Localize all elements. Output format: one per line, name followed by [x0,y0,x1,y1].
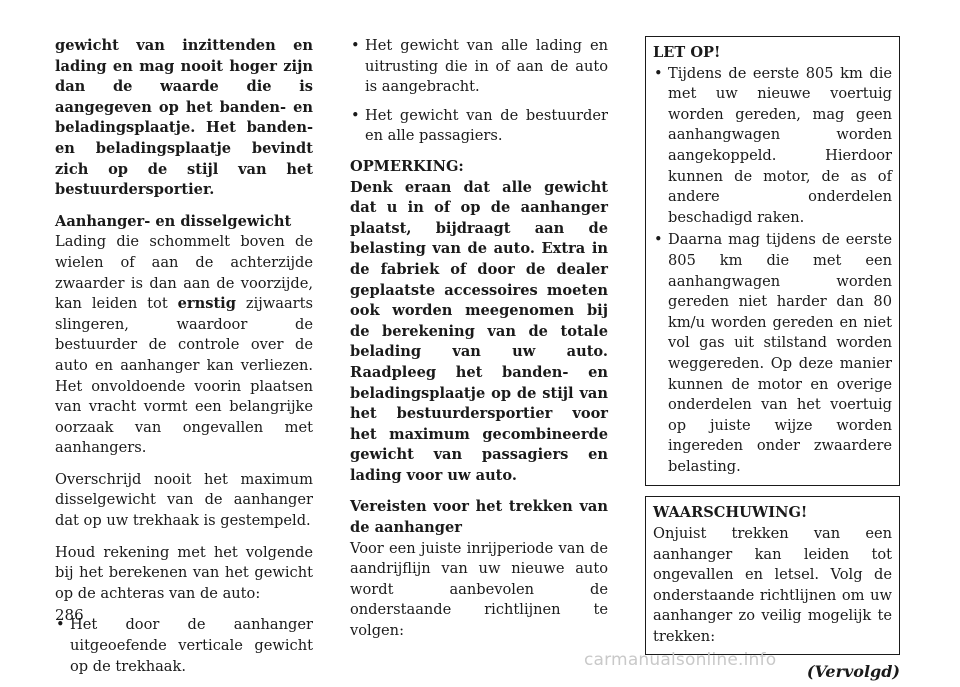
paragraph-load-sway-start: Lading die schommelt boven de wielen of aan de achterzijde zwaarder is dan aan de voorzijde, kan leiden tot [55,233,313,313]
list-item: • Het gewicht van alle lading en uitrusting die in of aan de auto is aangebracht. [350,36,608,98]
warning-title: WAARSCHUWING! [653,504,808,522]
note-title: OPMERKING: [350,157,464,175]
column-middle [350,36,608,653]
list-item: • Het door de aanhanger uitgeoefende verticale gewicht op de trekhaak. [55,615,313,677]
note-text: Denk eraan dat alle gewicht dat u in of op de aanhanger plaatst, bijdraagt aan de belasting van de auto. Extra in de fabriek of door de dealer geplaatste accessoires moeten ook worden meegenomen bij de berekening van de totale belading van uw auto. Raadpleeg het banden- en beladingsplaatje op de stijl van het bestuurdersportier voor het maximum gecombineerde gewicht van passagiers en lading voor uw auto. [350,178,608,484]
section-heading-towing-requirements: Vereisten voor het trekken van de aanhanger [350,498,608,537]
watermark: carmanualsonline.info [584,650,777,670]
list-item: • Tijdens de eerste 805 km die met uw nieuwe voertuig worden gereden, mag geen aanhangwagen worden aangekoppeld. Hierdoor kunnen de motor, de as of andere onderdelen beschadigd raken. [653,64,892,229]
emphasis-ernstig: ernstig [177,295,236,313]
caution-list [653,64,892,478]
paragraph-break-in: Voor een juiste inrijperiode van de aandrijflijn van uw nieuwe auto wordt aanbevolen de onderstaande richtlijnen te volgen: [350,539,608,640]
paragraph-rear-axle: Houd rekening met het volgende bij het berekenen van het gewicht op de achteras van de auto: [55,543,313,602]
paragraph-load-sway-end: zijwaarts slingeren, waardoor de bestuurder de controle over de auto en aanhanger kan verliezen. Het onvoldoende voorin plaatsen van vracht vormt een belangrijke oorzaak van ongevallen met aanhangers. [55,295,313,457]
paragraph-max-tongue-weight: Overschrijd nooit het maximum disselgewicht van de aanhanger dat op uw trekhaak is gestempeld. [55,470,313,530]
column-right [645,36,900,682]
warning-text: Onjuist trekken van een aanhanger kan leiden tot ongevallen en letsel. Volg de onderstaande richtlijnen om uw aanhanger zo veilig mogelijk te trekken: [653,525,892,646]
list-item: • Het gewicht van de bestuurder en alle passagiers. [350,106,608,147]
caution-title: LET OP! [653,44,721,61]
list-item: • Daarna mag tijdens de eerste 805 km die met een aanhangwagen worden gereden niet harder dan 80 km/u worden gereden en niet vol gas uit stilstand worden weggereden. Op deze manier kunnen de motor en overige onderdelen van het voertuig op juiste wijze worden ingereden onder zwaardere belasting. [653,230,892,477]
section-heading-trailer-weight: Aanhanger- en disselgewicht [55,212,292,230]
column-left [55,36,313,687]
intro-paragraph: gewicht van inzittenden en lading en mag nooit hoger zijn dan de waarde die is aangegeven op het banden- en beladingsplaatje. Het banden- en beladingsplaatje bevindt zich op de stijl van het bestuurdersportier. [55,37,313,199]
continued-label: (Vervolgd) [806,661,900,681]
bullet-list-middle [350,36,608,147]
caution-box [645,36,900,486]
bullet-list-left [55,615,313,677]
page-number: 286 [55,606,84,624]
paragraph-load-sway [55,232,313,459]
warning-box [645,496,900,654]
